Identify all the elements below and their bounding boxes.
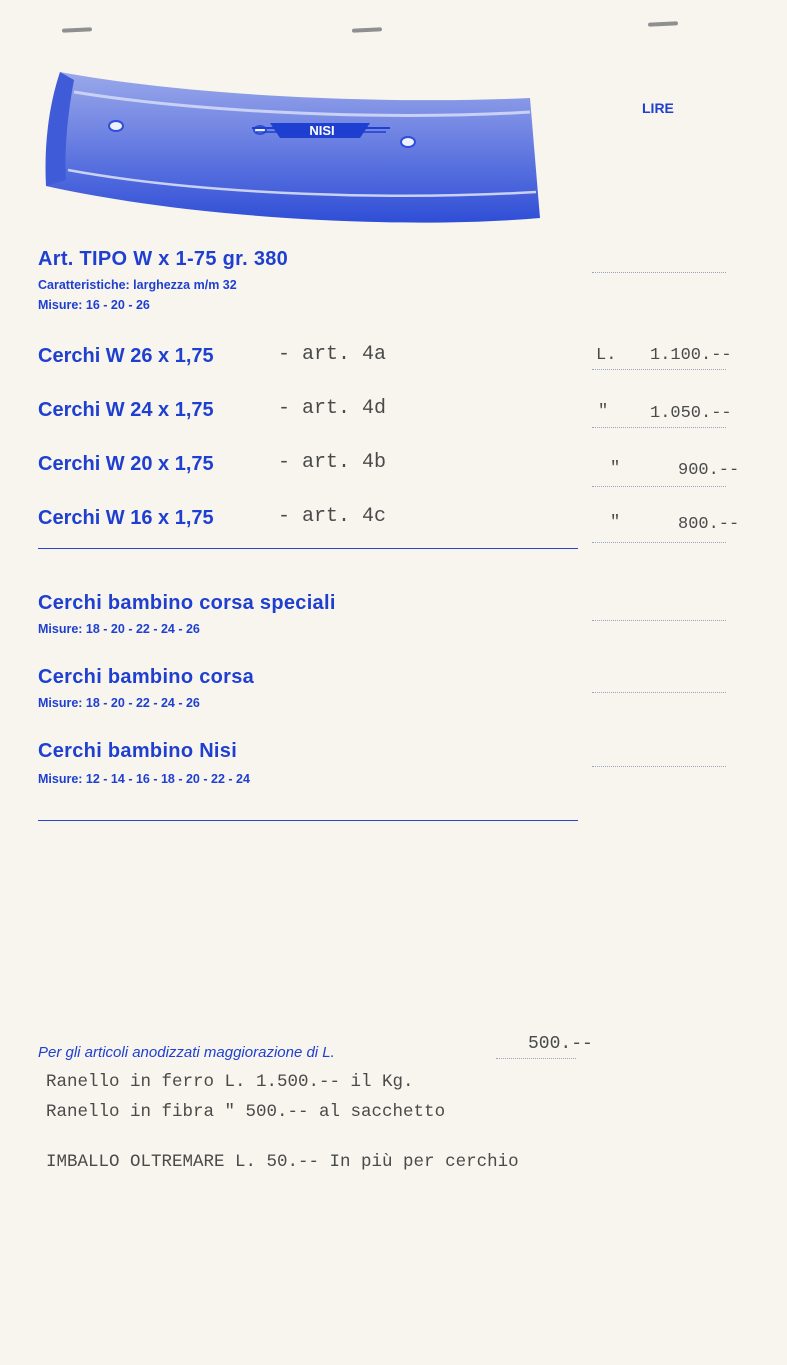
row-price: 900.-- <box>678 461 740 480</box>
row-article: - art. 4a <box>278 343 387 366</box>
punch-mark-left <box>62 27 92 33</box>
anodized-line <box>496 1058 576 1059</box>
row-mark: " <box>610 513 621 532</box>
anodized-value: 500.-- <box>528 1034 593 1054</box>
row-label: Cerchi W 26 x 1,75 <box>38 345 214 367</box>
divider-top <box>38 548 578 549</box>
row-mark: " <box>598 402 609 421</box>
price-line <box>592 427 726 428</box>
rim-illustration <box>40 68 560 228</box>
row-article: - art. 4d <box>278 397 387 420</box>
bambino-title: Cerchi bambino corsa speciali <box>38 592 336 614</box>
punch-mark-center <box>352 27 382 33</box>
bambino-sizes: Misure: 18 - 20 - 22 - 24 - 26 <box>38 696 200 710</box>
row-price: 1.050.-- <box>650 404 732 423</box>
art-characteristics: Caratteristiche: larghezza m/m 32 <box>38 278 237 292</box>
logo-text: NISI <box>309 123 335 138</box>
row-mark: " <box>610 459 621 478</box>
price-line <box>592 369 726 370</box>
anodized-note: Per gli articoli anodizzati maggiorazione di L. <box>38 1044 335 1061</box>
row-price: 800.-- <box>678 515 740 534</box>
bambino-sizes: Misure: 18 - 20 - 22 - 24 - 26 <box>38 622 200 636</box>
price-line <box>592 542 726 543</box>
art-sizes: Misure: 16 - 20 - 26 <box>38 298 150 312</box>
bambino-title: Cerchi bambino Nisi <box>38 740 238 762</box>
price-line <box>592 692 726 693</box>
row-mark: L. <box>596 346 617 365</box>
row-label: Cerchi W 16 x 1,75 <box>38 507 214 529</box>
row-price: 1.100.-- <box>650 346 732 365</box>
row-article: - art. 4b <box>278 451 387 474</box>
bambino-title: Cerchi bambino corsa <box>38 666 255 688</box>
art-title: Art. TIPO W x 1-75 gr. 380 <box>38 248 289 270</box>
price-line <box>592 486 726 487</box>
currency-label: LIRE <box>642 100 674 116</box>
price-line <box>592 766 726 767</box>
price-line <box>592 620 726 621</box>
price-line-art <box>592 272 726 273</box>
typed-line-1: Ranello in ferro L. 1.500.-- il Kg. <box>46 1072 414 1092</box>
row-label: Cerchi W 20 x 1,75 <box>38 453 214 475</box>
divider-bottom <box>38 820 578 821</box>
row-article: - art. 4c <box>278 505 387 528</box>
typed-line-2: Ranello in fibra " 500.-- al sacchetto <box>46 1102 446 1122</box>
typed-line-3: IMBALLO OLTREMARE L. 50.-- In più per cerchio <box>46 1152 519 1172</box>
punch-mark-right <box>648 21 678 27</box>
row-label: Cerchi W 24 x 1,75 <box>38 399 214 421</box>
bambino-sizes: Misure: 12 - 14 - 16 - 18 - 20 - 22 - 24 <box>38 772 250 786</box>
